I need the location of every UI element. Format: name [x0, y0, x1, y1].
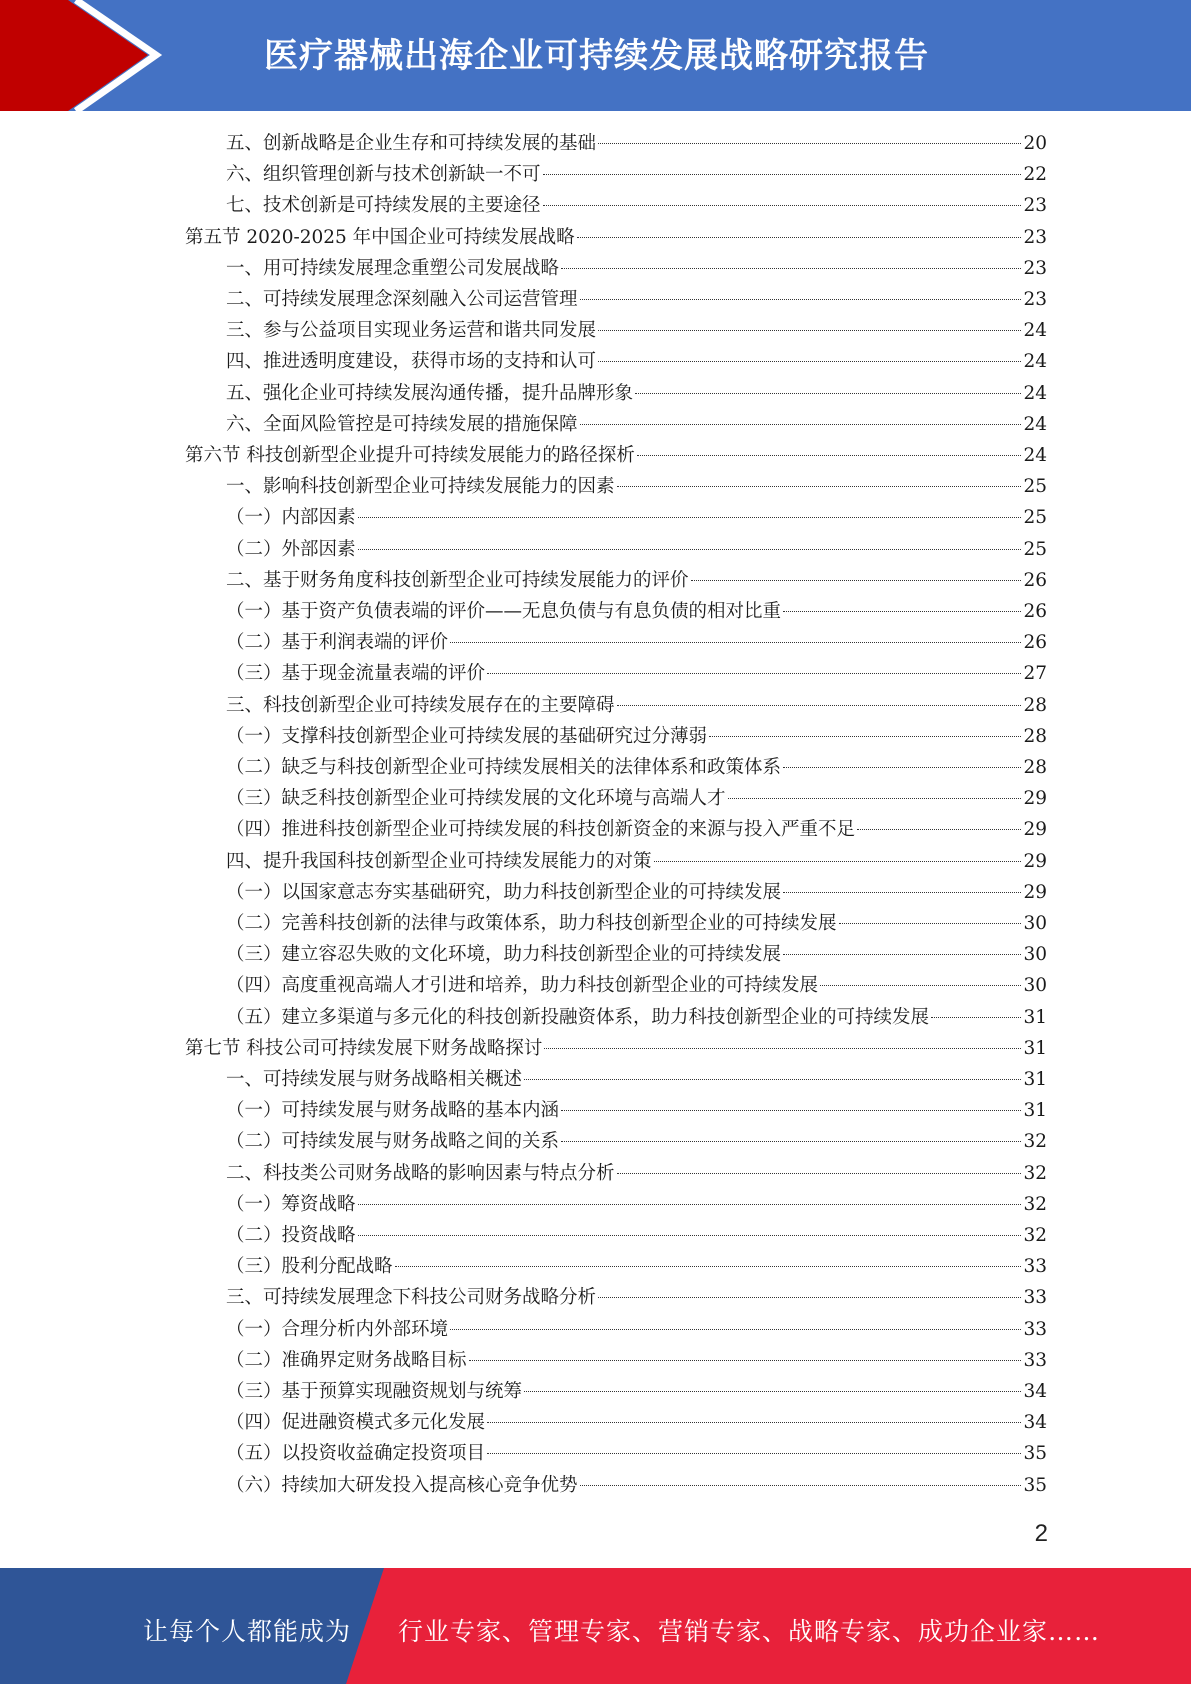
toc-entry-title: （二）投资战略: [226, 1225, 356, 1246]
toc-leader-dots: [358, 549, 1022, 550]
toc-entry-title: 二、可持续发展理念深刻融入公司运营管理: [226, 289, 578, 310]
toc-entry-page: 31: [1023, 1006, 1047, 1028]
toc-entry-page: 26: [1023, 601, 1047, 622]
toc-entry-title: 六、全面风险管控是可持续发展的措施保障: [226, 413, 578, 435]
toc-entry-title: 三、参与公益项目实现业务运营和谐共同发展: [226, 320, 597, 342]
toc-entry-title: 七、技术创新是可持续发展的主要途径: [226, 195, 541, 217]
toc-entry-title: （三）股利分配战略: [226, 1256, 393, 1278]
toc-entry[interactable]: [226, 1189, 1047, 1220]
toc-leader-dots: [543, 174, 1022, 175]
toc-entry[interactable]: [226, 409, 1047, 440]
toc-entry-title: 一、影响科技创新型企业可持续发展能力的因素: [226, 476, 615, 498]
toc-entry-page: 26: [1023, 569, 1047, 591]
toc-entry[interactable]: [226, 159, 1047, 190]
toc-entry-page: 35: [1023, 1474, 1047, 1496]
toc-entry-page: 32: [1023, 1131, 1047, 1153]
toc-entry-page: 24: [1023, 445, 1047, 466]
toc-entry-title: （四）促进融资模式多元化发展: [226, 1412, 486, 1434]
toc-entry-page: 23: [1023, 226, 1047, 248]
toc-entry-title: 四、推进透明度建设，获得市场的支持和认可: [226, 351, 597, 373]
toc-entry-page: 32: [1023, 1162, 1047, 1184]
toc-entry[interactable]: [226, 690, 1047, 721]
toc-entry-page: 24: [1023, 351, 1047, 373]
toc-leader-dots: [358, 1204, 1022, 1205]
toc-entry-title: 五、强化企业可持续发展沟通传播，提升品牌形象: [226, 382, 634, 404]
toc-entry-page: 30: [1023, 944, 1047, 966]
toc-entry-title: （四）高度重视高端人才引进和培养，助力科技创新型企业的可持续发展: [226, 975, 819, 997]
toc-entry-title: （四）推进科技创新型企业可持续发展的科技创新资金的来源与投入严重不足: [226, 819, 856, 841]
toc-entry-title: （三）基于现金流量表端的评价: [226, 663, 486, 685]
toc-entry[interactable]: [226, 1376, 1047, 1407]
toc-entry[interactable]: [226, 190, 1047, 221]
toc-entry[interactable]: [226, 783, 1047, 814]
toc-entry-page: 29: [1023, 850, 1047, 872]
toc-entry[interactable]: [226, 128, 1047, 159]
toc-entry-page: 26: [1023, 632, 1047, 654]
toc-leader-dots: [577, 237, 1022, 238]
toc-entry-title: （三）缺乏科技创新型企业可持续发展的文化环境与高端人才: [226, 788, 726, 810]
toc-entry-title: （三）建立容忍失败的文化环境，助力科技创新型企业的可持续发展: [226, 944, 782, 966]
toc-entry[interactable]: [226, 877, 1047, 908]
toc-leader-dots: [709, 736, 1021, 737]
toc-entry[interactable]: [226, 1220, 1047, 1251]
toc-entry[interactable]: [226, 1064, 1047, 1095]
toc-leader-dots: [524, 1079, 1021, 1080]
toc-entry[interactable]: [226, 534, 1047, 565]
toc-entry-title: （一）可持续发展与财务战略的基本内涵: [226, 1100, 560, 1122]
toc-entry-title: 第五节 2020-2025 年中国企业可持续发展战略: [185, 226, 575, 248]
toc-entry[interactable]: [226, 1126, 1047, 1157]
toc-leader-dots: [524, 1391, 1021, 1392]
toc-entry-title: 六、组织管理创新与技术创新缺一不可: [226, 164, 541, 186]
toc-entry-page: 29: [1023, 819, 1047, 841]
toc-entry[interactable]: [226, 378, 1047, 409]
toc-entry-page: 31: [1023, 1037, 1047, 1059]
toc-leader-dots: [839, 923, 1022, 924]
toc-entry[interactable]: [185, 440, 1047, 471]
toc-entry-page: 23: [1023, 195, 1047, 217]
toc-entry-title: 二、科技类公司财务战略的影响因素与特点分析: [226, 1162, 615, 1184]
toc-entry-title: （二）基于利润表端的评价: [226, 632, 449, 654]
toc-leader-dots: [598, 1297, 1021, 1298]
toc-entry-title: （五）建立多渠道与多元化的科技创新投融资体系，助力科技创新型企业的可持续发展: [226, 1006, 930, 1028]
toc-entry[interactable]: [226, 346, 1047, 377]
toc-entry-page: 33: [1023, 1287, 1047, 1309]
toc-entry[interactable]: [226, 814, 1047, 845]
toc-entry-page: 34: [1023, 1381, 1047, 1402]
toc-leader-dots: [691, 580, 1022, 581]
toc-leader-dots: [598, 361, 1021, 362]
toc-leader-dots: [783, 767, 1021, 768]
toc-entry-page: 35: [1023, 1443, 1047, 1465]
toc-entry-page: 29: [1023, 788, 1047, 810]
toc-entry-title: 五、创新战略是企业生存和可持续发展的基础: [226, 133, 597, 154]
document-title: 医疗器械出海企业可持续发展战略研究报告: [264, 36, 929, 76]
toc-entry-title: （三）基于预算实现融资规划与统筹: [226, 1381, 523, 1402]
toc-entry-page: 32: [1023, 1193, 1047, 1215]
toc-entry[interactable]: [226, 1251, 1047, 1282]
toc-entry[interactable]: [226, 721, 1047, 752]
toc-entry-page: 33: [1023, 1256, 1047, 1278]
toc-entry-page: 25: [1023, 538, 1047, 560]
toc-entry[interactable]: [226, 596, 1047, 627]
toc-entry-title: （六）持续加大研发投入提高核心竞争优势: [226, 1474, 578, 1496]
toc-entry-page: 32: [1023, 1225, 1047, 1246]
toc-entry[interactable]: [226, 1345, 1047, 1376]
toc-leader-dots: [450, 1329, 1021, 1330]
toc-entry[interactable]: [226, 1158, 1047, 1189]
toc-entry[interactable]: [226, 939, 1047, 970]
toc-entry-page: 25: [1023, 507, 1047, 529]
toc-entry[interactable]: [226, 627, 1047, 658]
toc-leader-dots: [358, 517, 1022, 518]
toc-entry[interactable]: [226, 658, 1047, 689]
toc-entry-title: 三、科技创新型企业可持续发展存在的主要障碍: [226, 694, 615, 716]
toc-entry[interactable]: [226, 284, 1047, 315]
toc-entry[interactable]: [226, 565, 1047, 596]
toc-entry-title: （一）内部因素: [226, 507, 356, 529]
toc-entry-title: 第七节 科技公司可持续发展下财务战略探讨: [185, 1037, 543, 1059]
toc-leader-dots: [450, 642, 1021, 643]
toc-entry-page: 28: [1023, 725, 1047, 747]
toc-entry-title: （二）外部因素: [226, 538, 356, 560]
toc-leader-dots: [637, 455, 1022, 456]
toc-leader-dots: [783, 611, 1021, 612]
toc-entry[interactable]: [226, 1438, 1047, 1469]
toc-entry-title: （五）以投资收益确定投资项目: [226, 1443, 486, 1465]
toc-entry-page: 25: [1023, 476, 1047, 498]
toc-entry-page: 24: [1023, 382, 1047, 404]
toc-leader-dots: [783, 954, 1021, 955]
toc-entry[interactable]: [226, 1470, 1047, 1501]
toc-leader-dots: [487, 1422, 1021, 1423]
toc-entry[interactable]: [226, 315, 1047, 346]
toc-leader-dots: [543, 205, 1022, 206]
toc-entry-title: （二）完善科技创新的法律与政策体系，助力科技创新型企业的可持续发展: [226, 913, 837, 934]
toc-leader-dots: [358, 1235, 1022, 1236]
toc-entry-title: 四、提升我国科技创新型企业可持续发展能力的对策: [226, 850, 652, 872]
toc-leader-dots: [598, 143, 1021, 144]
toc-entry-page: 31: [1023, 1100, 1047, 1122]
toc-leader-dots: [580, 1485, 1022, 1486]
toc-entry[interactable]: [226, 846, 1047, 877]
toc-leader-dots: [783, 892, 1021, 893]
toc-entry-title: （一）筹资战略: [226, 1193, 356, 1215]
toc-leader-dots: [544, 1048, 1021, 1049]
toc-entry[interactable]: [226, 752, 1047, 783]
toc-entry-title: （一）合理分析内外部环境: [226, 1318, 449, 1340]
toc-leader-dots: [561, 1141, 1021, 1142]
toc-entry-page: 33: [1023, 1349, 1047, 1371]
toc-entry-page: 30: [1023, 975, 1047, 997]
toc-leader-dots: [598, 330, 1021, 331]
toc-entry-title: （二）可持续发展与财务战略之间的关系: [226, 1131, 560, 1153]
toc-entry[interactable]: [185, 222, 1047, 253]
page-footer: [0, 1568, 1191, 1684]
toc-leader-dots: [487, 1453, 1021, 1454]
toc-entry-page: 23: [1023, 257, 1047, 279]
toc-entry[interactable]: [226, 1002, 1047, 1033]
toc-leader-dots: [857, 829, 1021, 830]
toc-entry-page: 28: [1023, 757, 1047, 778]
toc-entry-page: 20: [1023, 133, 1047, 154]
toc-leader-dots: [617, 1173, 1022, 1174]
toc-entry[interactable]: [226, 908, 1047, 939]
page-header: [0, 0, 1191, 111]
toc-entry-page: 23: [1023, 289, 1047, 310]
toc-leader-dots: [617, 705, 1022, 706]
toc-entry-page: 24: [1023, 320, 1047, 342]
footer-slogan-left: 让每个人都能成为: [143, 1617, 352, 1646]
toc-leader-dots: [635, 393, 1021, 394]
toc-entry[interactable]: [226, 502, 1047, 533]
toc-leader-dots: [728, 798, 1022, 799]
toc-entry-title: 一、用可持续发展理念重塑公司发展战略: [226, 257, 560, 279]
toc-entry-title: 第六节 科技创新型企业提升可持续发展能力的路径探析: [185, 445, 635, 466]
toc-entry[interactable]: [226, 1095, 1047, 1126]
toc-entry[interactable]: [185, 1033, 1047, 1064]
toc-entry-page: 34: [1023, 1412, 1047, 1434]
toc-entry-title: （一）基于资产负债表端的评价——无息负债与有息负债的相对比重: [226, 601, 782, 622]
toc-leader-dots: [654, 861, 1022, 862]
toc-leader-dots: [580, 424, 1022, 425]
toc-entry[interactable]: [226, 253, 1047, 284]
toc-entry-title: （一）以国家意志夯实基础研究，助力科技创新型企业的可持续发展: [226, 881, 782, 903]
toc-entry[interactable]: [226, 1282, 1047, 1313]
toc-entry-title: （一）支撑科技创新型企业可持续发展的基础研究过分薄弱: [226, 725, 708, 747]
toc-leader-dots: [561, 268, 1021, 269]
toc-leader-dots: [487, 673, 1021, 674]
toc-leader-dots: [820, 985, 1021, 986]
toc-leader-dots: [469, 1360, 1022, 1361]
toc-entry-page: 29: [1023, 881, 1047, 903]
toc-leader-dots: [931, 1017, 1021, 1018]
toc-entry-title: 二、基于财务角度科技创新型企业可持续发展能力的评价: [226, 569, 689, 591]
toc-entry-page: 30: [1023, 913, 1047, 934]
toc-entry-page: 28: [1023, 694, 1047, 716]
toc-entry-page: 27: [1023, 663, 1047, 685]
toc-entry-title: （二）准确界定财务战略目标: [226, 1349, 467, 1371]
toc-leader-dots: [395, 1266, 1022, 1267]
toc-entry[interactable]: [226, 1407, 1047, 1438]
footer-slogan-right: 行业专家、管理专家、营销专家、战略专家、成功企业家……: [398, 1617, 1101, 1646]
toc-entry[interactable]: [226, 970, 1047, 1001]
toc-leader-dots: [617, 486, 1022, 487]
toc-leader-dots: [580, 299, 1022, 300]
toc-entry-page: 24: [1023, 413, 1047, 435]
page-number: 2: [1034, 1520, 1048, 1547]
toc-entry-page: 31: [1023, 1069, 1047, 1090]
toc-entry-title: 一、可持续发展与财务战略相关概述: [226, 1069, 523, 1090]
toc-entry-page: 33: [1023, 1318, 1047, 1340]
toc-entry-page: 22: [1023, 164, 1047, 186]
toc-entry-title: 三、可持续发展理念下科技公司财务战略分析: [226, 1287, 597, 1309]
toc-entry-title: （二）缺乏与科技创新型企业可持续发展相关的法律体系和政策体系: [226, 757, 782, 778]
toc-leader-dots: [561, 1110, 1021, 1111]
toc-entry[interactable]: [226, 1314, 1047, 1345]
toc-entry[interactable]: [226, 471, 1047, 502]
